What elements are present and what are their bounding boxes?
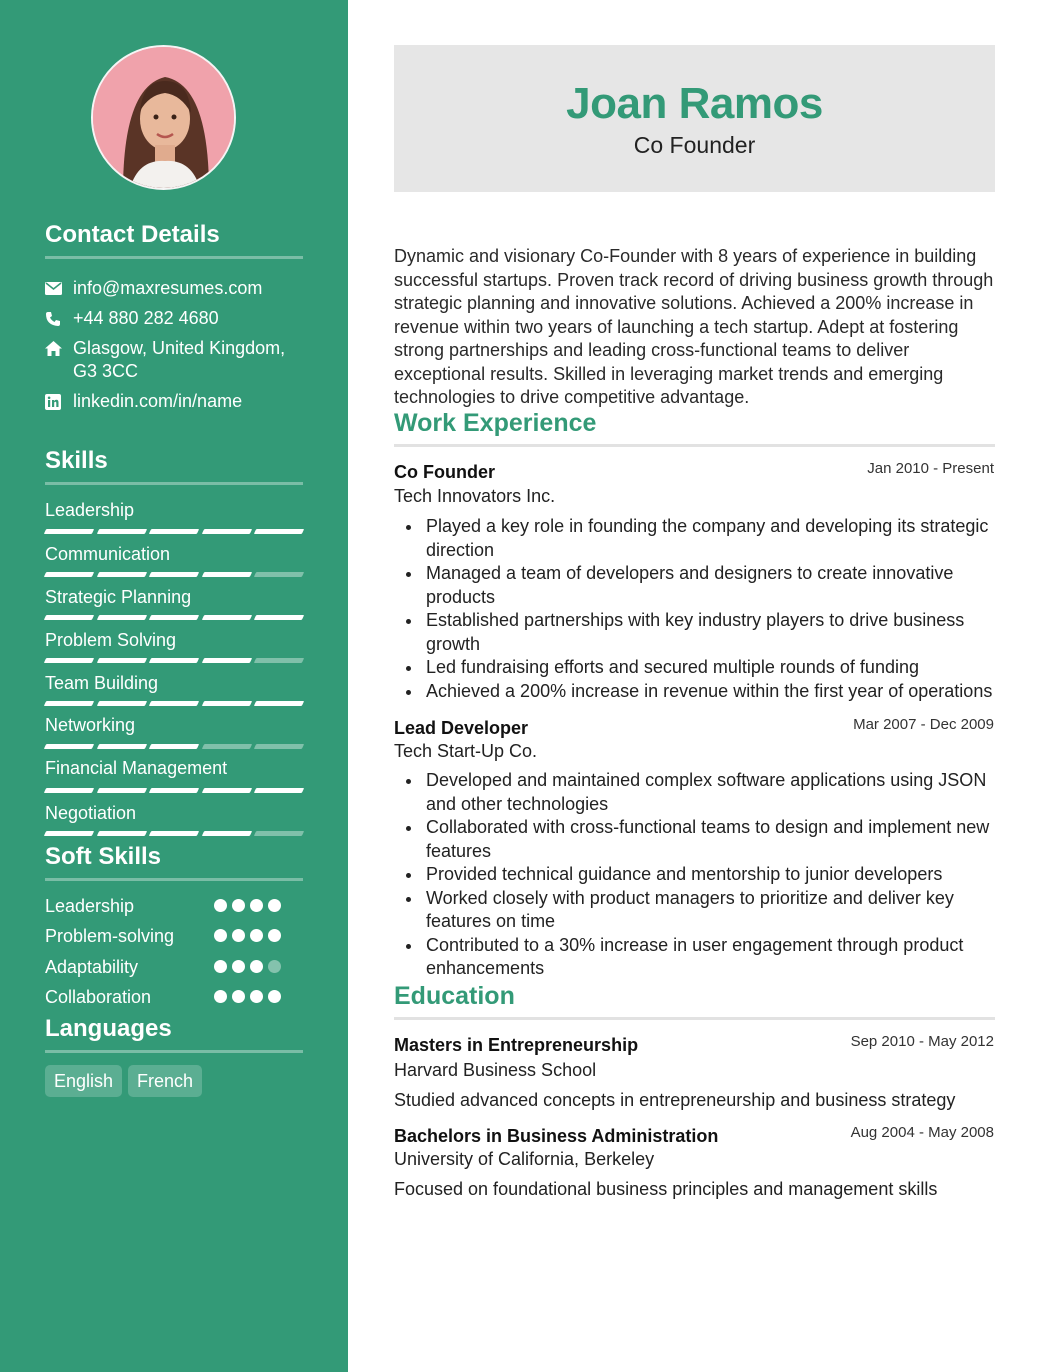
list-item: Led fundraising efforts and secured multiple rounds of funding (394, 656, 995, 680)
school-name: University of California, Berkeley (394, 1149, 655, 1169)
skill-level-segment (44, 701, 94, 706)
job-dates: Jan 2010 - Present (867, 460, 994, 477)
skill-level-segment (254, 615, 304, 620)
skill-level-segment (44, 788, 94, 793)
rating-dot (214, 960, 227, 973)
skill-level-segment (202, 572, 252, 577)
soft-skills-heading: Soft Skills (45, 842, 303, 881)
rating-dot (232, 990, 245, 1003)
rating-dot (268, 990, 281, 1003)
soft-skill-label: Adaptability (45, 957, 139, 977)
rating-dot (214, 899, 227, 912)
list-item: Contributed to a 30% increase in user engagement through product enhancements (394, 934, 995, 981)
education-dates: Aug 2004 - May 2008 (850, 1124, 994, 1141)
rating-dot (250, 929, 263, 942)
education-description: Studied advanced concepts in entrepreneurship and business strategy (394, 1090, 956, 1110)
contact-linkedin[interactable] (45, 390, 303, 413)
contact-phone-text: +44 880 282 4680 (73, 308, 219, 328)
skill-level-segment (254, 788, 304, 793)
skill-level-segment (96, 831, 146, 836)
rating-dot (250, 960, 263, 973)
skill-label: Strategic Planning (45, 587, 192, 607)
list-item: Provided technical guidance and mentorship to junior developers (394, 863, 995, 887)
sidebar (0, 0, 348, 1372)
list-item: Managed a team of developers and designers to create innovative products (394, 562, 995, 609)
education-description: Focused on foundational business principles and management skills (394, 1179, 938, 1199)
skill-level-segment (44, 658, 94, 663)
skill-level-segment (44, 572, 94, 577)
profile-photo-icon (93, 47, 236, 190)
rating-dot (214, 929, 227, 942)
skill-level-segment (149, 788, 199, 793)
rating-dot (268, 960, 281, 973)
skill-level-segment (44, 529, 94, 534)
skill-label: Problem Solving (45, 630, 177, 650)
skill-level-segment (254, 658, 304, 663)
skill-level-segment (96, 615, 146, 620)
rating-dot (250, 990, 263, 1003)
skill-level-segment (254, 831, 304, 836)
list-item: Collaborated with cross-functional teams to design and implement new features (394, 816, 995, 863)
soft-skill-label: Problem-solving (45, 926, 175, 946)
skill-level-segment (202, 788, 252, 793)
language-chip-french: French (128, 1065, 202, 1097)
envelope-icon (45, 277, 73, 300)
skill-label: Leadership (45, 500, 135, 520)
candidate-name: Joan Ramos (566, 79, 823, 128)
home-icon (45, 337, 73, 360)
list-item: Played a key role in founding the company and developing its strategic direction (394, 515, 995, 562)
work-experience-heading: Work Experience (394, 408, 995, 447)
skill-level-bar (45, 658, 303, 664)
skill-level-bar (45, 701, 303, 707)
skill-level-segment (202, 744, 252, 749)
skill-level-segment (254, 744, 304, 749)
skill-level-segment (149, 572, 199, 577)
name-header (394, 45, 995, 192)
skill-label: Negotiation (45, 803, 137, 823)
skill-level-segment (149, 529, 199, 534)
skill-level-bar (45, 744, 303, 750)
skill-level-segment (96, 572, 146, 577)
soft-skill-label: Collaboration (45, 987, 152, 1007)
skill-level-segment (44, 831, 94, 836)
skill-level-bar (45, 572, 303, 578)
list-item: Developed and maintained complex software applications using JSON and other technologies (394, 769, 995, 816)
skill-label: Communication (45, 544, 171, 564)
skill-level-segment (96, 701, 146, 706)
rating-dot (232, 899, 245, 912)
contact-address (45, 337, 303, 383)
skill-level-segment (202, 615, 252, 620)
skill-level-bar (45, 831, 303, 837)
skill-level-segment (149, 744, 199, 749)
skill-level-segment (202, 701, 252, 706)
degree-title: Masters in Entrepreneurship (394, 1035, 639, 1055)
skill-level-segment (202, 529, 252, 534)
language-chip-english: English (45, 1065, 122, 1097)
skill-level-segment (44, 744, 94, 749)
professional-summary: Dynamic and visionary Co-Founder with 8 years of experience in building successful startups. Proven track record of driving business growth through strategic planning and innovative solutions. Achieved a 200% increase in revenue within two years of launching a tech startup. Adept at fostering strong partnerships and leading cross-functional teams to deliver exceptional results. Skilled in leveraging market trends and emerging technologies to drive competitive advantage. (394, 246, 994, 407)
contact-linkedin-text: linkedin.com/in/name (73, 391, 243, 411)
skill-level-segment (96, 744, 146, 749)
job-company: Tech Innovators Inc. (394, 486, 556, 506)
avatar (91, 45, 236, 190)
soft-skill-rating (214, 990, 281, 1003)
skills-heading: Skills (45, 446, 303, 485)
skill-level-segment (149, 831, 199, 836)
list-item: Achieved a 200% increase in revenue within the first year of operations (394, 680, 995, 704)
contact-email-text: info@maxresumes.com (73, 278, 263, 298)
job-title: Co Founder (394, 462, 495, 482)
job-company: Tech Start-Up Co. (394, 741, 538, 761)
soft-skill-rating (214, 960, 281, 973)
skill-level-segment (149, 701, 199, 706)
list-item: Worked closely with product managers to prioritize and deliver key features on time (394, 887, 995, 934)
list-item: Established partnerships with key industry players to drive business growth (394, 609, 995, 656)
job-bullets (394, 769, 995, 981)
job-bullets (394, 515, 995, 703)
skill-level-segment (202, 658, 252, 663)
skill-label: Networking (45, 715, 136, 735)
phone-icon (45, 307, 73, 330)
soft-skill-rating (214, 929, 281, 942)
degree-title: Bachelors in Business Administration (394, 1126, 719, 1146)
rating-dot (232, 960, 245, 973)
contact-details-heading: Contact Details (45, 220, 303, 259)
job-title: Lead Developer (394, 718, 529, 738)
skill-level-segment (149, 615, 199, 620)
linkedin-icon (45, 390, 73, 413)
skill-label: Team Building (45, 673, 159, 693)
soft-skill-rating (214, 899, 281, 912)
skill-label: Financial Management (45, 758, 228, 778)
rating-dot (232, 929, 245, 942)
skill-level-segment (96, 529, 146, 534)
skill-level-segment (254, 529, 304, 534)
rating-dot (268, 899, 281, 912)
education-dates: Sep 2010 - May 2012 (850, 1033, 994, 1050)
skill-level-segment (254, 701, 304, 706)
contact-email[interactable] (45, 277, 303, 300)
skill-level-segment (96, 788, 146, 793)
rating-dot (250, 899, 263, 912)
candidate-role: Co Founder (633, 132, 756, 158)
rating-dot (268, 929, 281, 942)
education-heading: Education (394, 981, 995, 1020)
languages-heading: Languages (45, 1014, 303, 1053)
job-dates: Mar 2007 - Dec 2009 (853, 716, 994, 733)
skill-level-segment (202, 831, 252, 836)
contact-address-text: Glasgow, United Kingdom, G3 3CC (73, 338, 286, 381)
skill-level-bar (45, 615, 303, 621)
rating-dot (214, 990, 227, 1003)
skill-level-segment (254, 572, 304, 577)
soft-skill-label: Leadership (45, 896, 135, 916)
skill-level-bar (45, 788, 303, 794)
school-name: Harvard Business School (394, 1060, 597, 1080)
skill-level-segment (149, 658, 199, 663)
contact-phone[interactable] (45, 307, 303, 330)
skill-level-segment (96, 658, 146, 663)
skill-level-bar (45, 529, 303, 535)
skill-level-segment (44, 615, 94, 620)
